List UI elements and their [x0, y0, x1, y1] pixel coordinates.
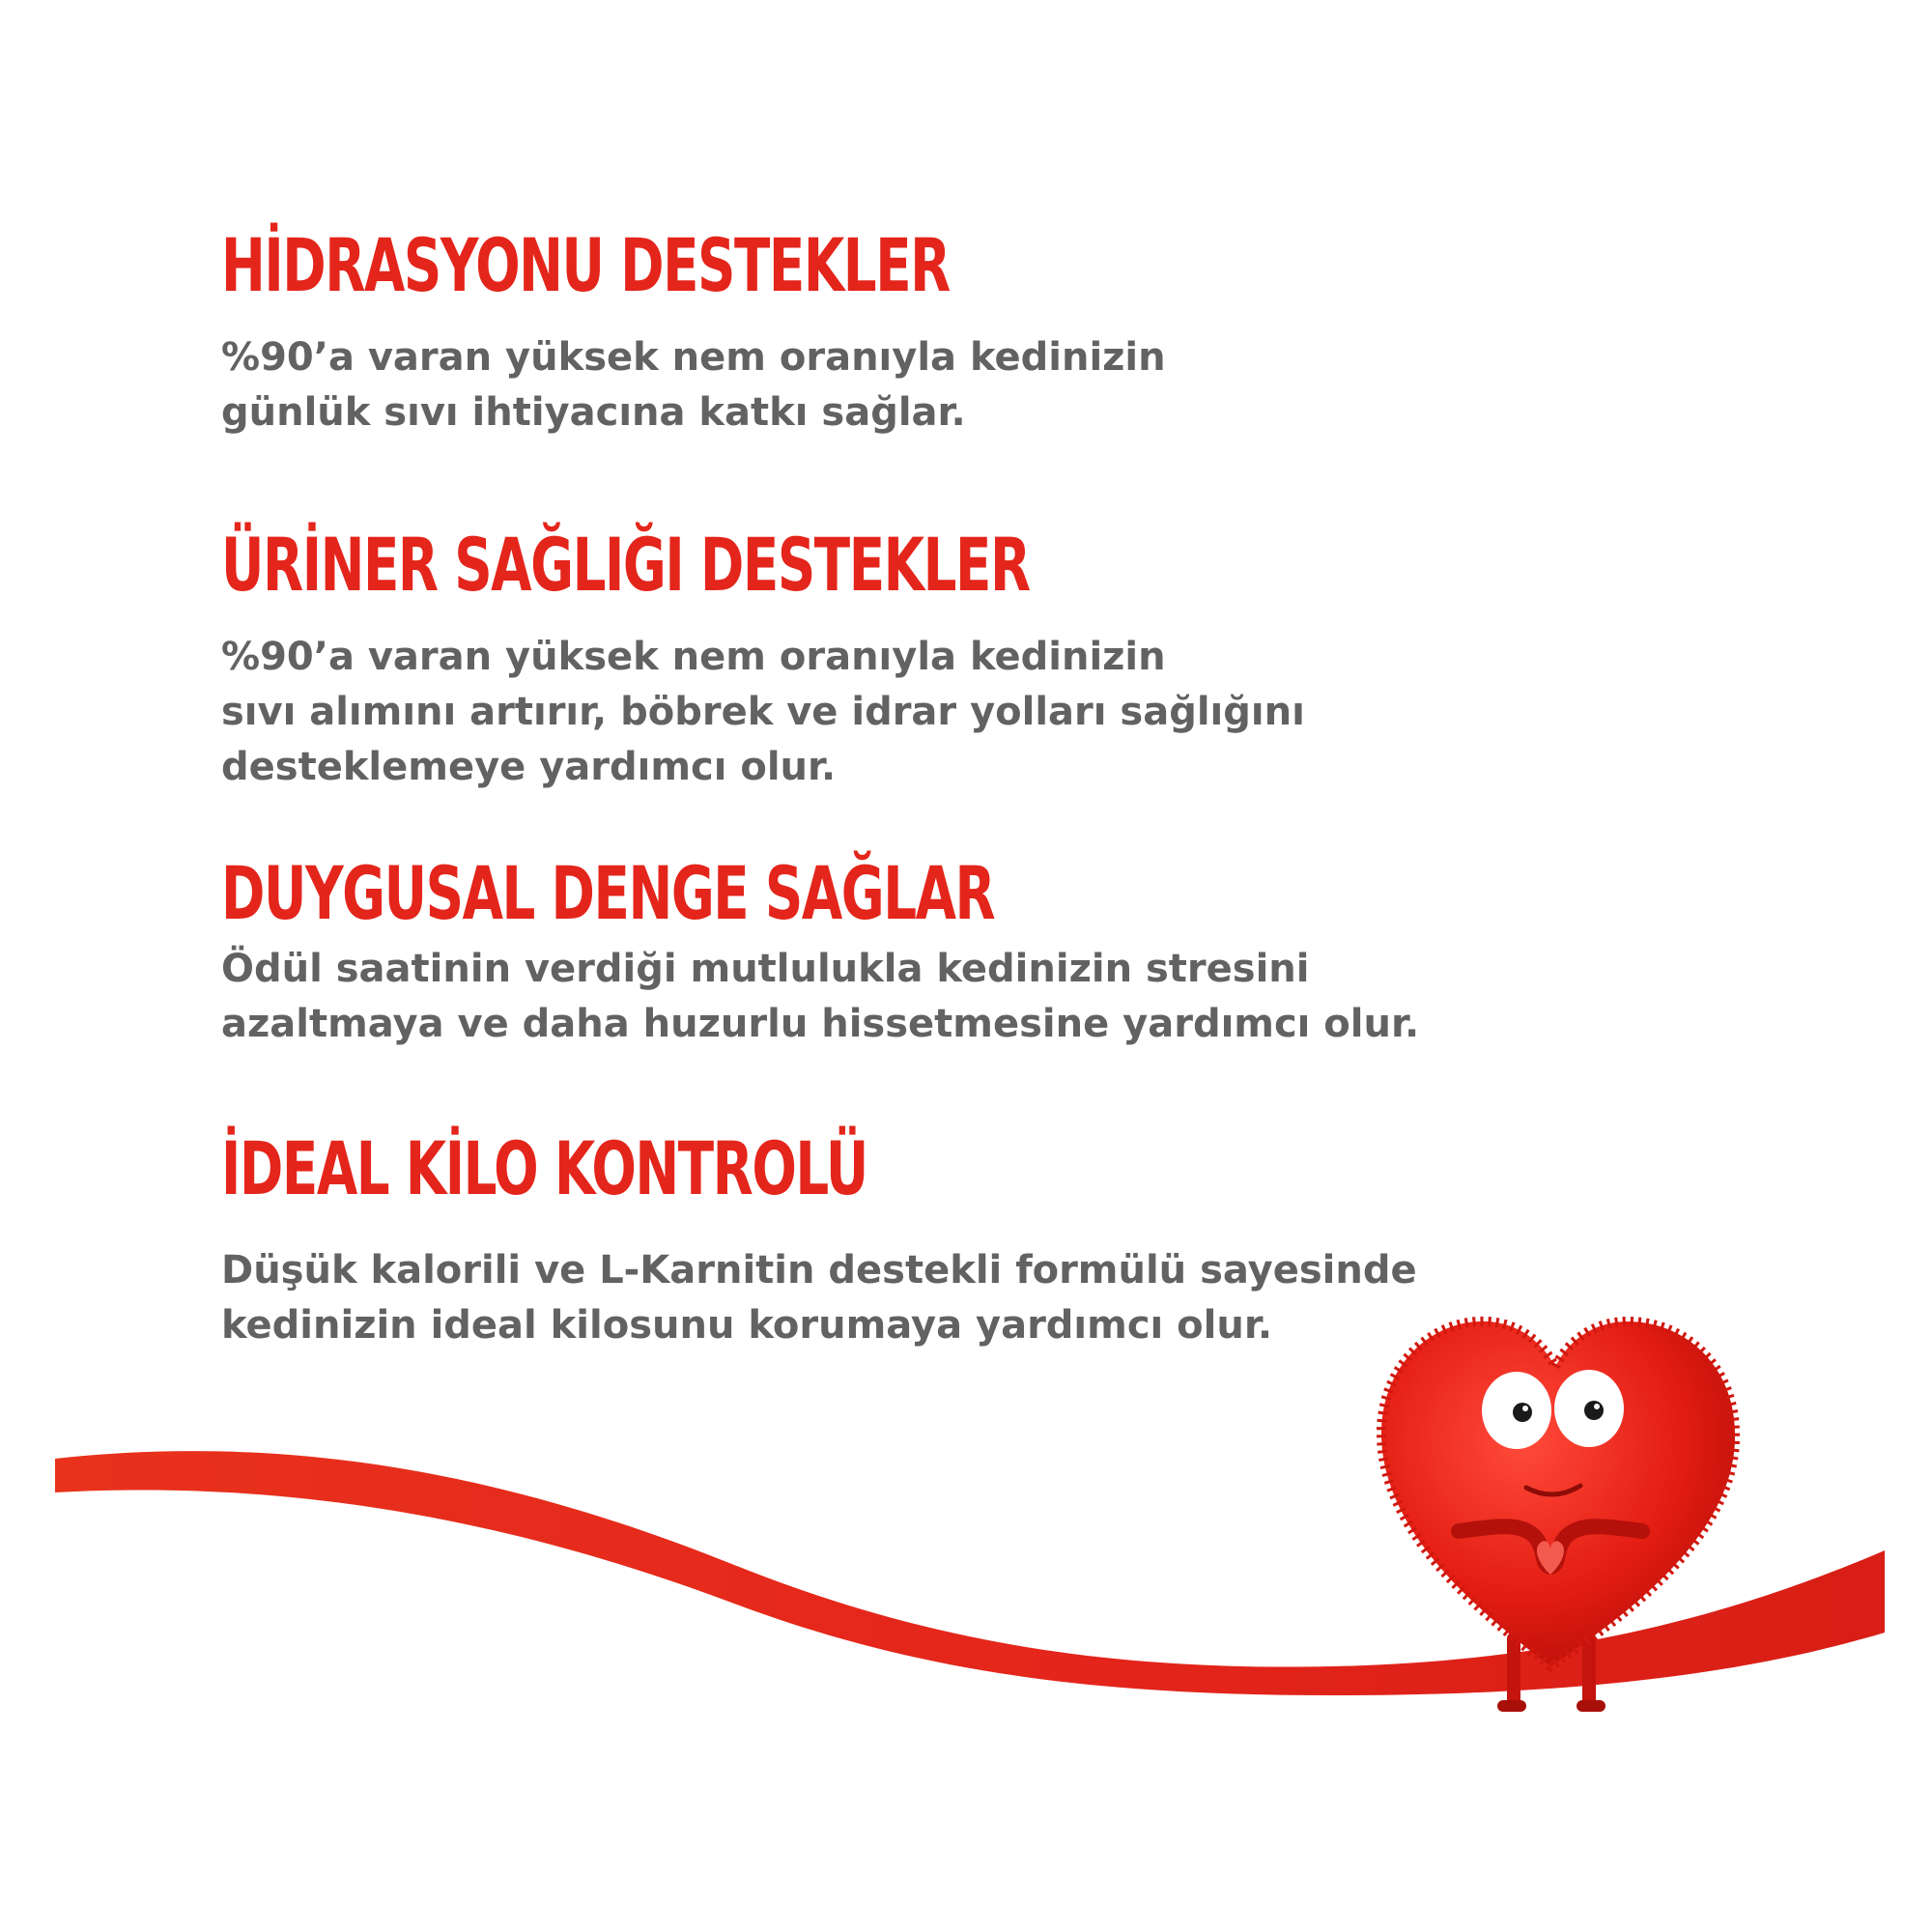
- feature-heading: ÜRİNER SAĞLIĞI DESTEKLER: [221, 522, 1030, 608]
- description-line: %90’a varan yüksek nem oranıyla kedinizin: [221, 635, 1166, 679]
- feature-description: [221, 942, 1477, 1052]
- description-line: azaltmaya ve daha huzurlu hissetmesine yardımcı olur.: [221, 1002, 1420, 1046]
- description-line: %90’a varan yüksek nem oranıyla kedinizin: [221, 335, 1166, 380]
- feature-description: [221, 330, 1477, 440]
- feature-emotional-balance: [221, 850, 1477, 1052]
- feature-description: [221, 630, 1477, 795]
- description-line: desteklemeye yardımcı olur.: [221, 745, 837, 789]
- description-line: Ödül saatinin verdiği mutlulukla kedinizin stresini: [221, 947, 1310, 991]
- feature-heading: HİDRASYONU DESTEKLER: [221, 222, 950, 308]
- feature-heading: İDEAL KİLO KONTROLÜ: [221, 1125, 867, 1211]
- heart-mascot-icon: [1352, 1285, 1777, 1729]
- feature-heading: DUYGUSAL DENGE SAĞLAR: [221, 850, 995, 936]
- description-line: kedinizin ideal kilosunu korumaya yardımcı olur.: [221, 1303, 1273, 1348]
- description-line: sıvı alımını artırır, böbrek ve idrar yolları sağlığını: [221, 690, 1305, 734]
- description-line: günlük sıvı ihtiyacına katkı sağlar.: [221, 390, 966, 435]
- feature-description: [221, 1243, 1477, 1353]
- feature-urinary-health: [221, 522, 1477, 795]
- feature-weight-control: [221, 1125, 1477, 1353]
- feature-hydration: [221, 222, 1477, 440]
- description-line: Düşük kalorili ve L-Karnitin destekli formülü sayesinde: [221, 1248, 1417, 1293]
